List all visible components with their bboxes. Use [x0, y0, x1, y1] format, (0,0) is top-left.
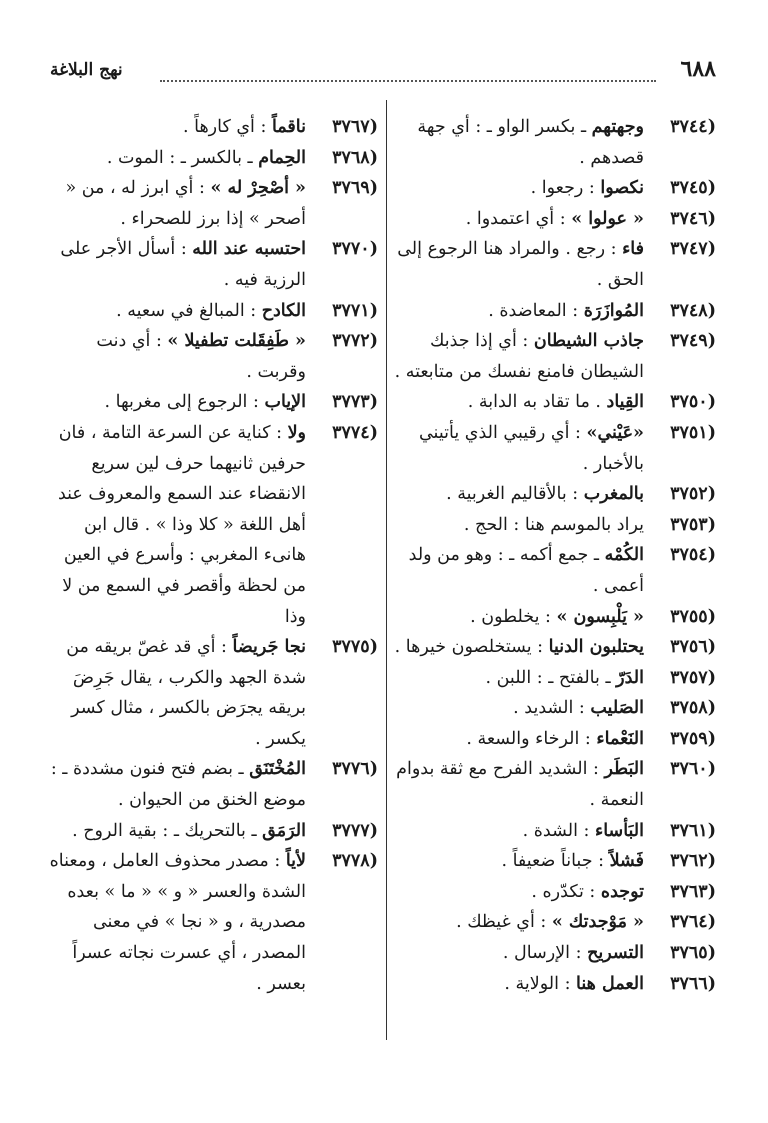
- entry-term: فاء: [622, 239, 644, 260]
- glossary-entry: [394, 754, 716, 815]
- entry-number: (٣٧٧٣: [332, 392, 378, 413]
- glossary-entry: [394, 387, 716, 418]
- entry-number: (٣٧٦٢: [670, 851, 716, 872]
- entry-gloss: : أي إذا جذبك الشيطان فامنع نفسك من متابعته .: [394, 331, 644, 382]
- entry-gloss: : الرجوع إلى مغربها .: [104, 392, 259, 413]
- entry-term: الحِمام: [258, 147, 306, 168]
- glossary-entry: [394, 907, 716, 938]
- glossary-entry: [394, 510, 716, 541]
- entry-number: (٣٧٦٥: [670, 943, 716, 964]
- entry-number: (٣٧٦٠: [670, 759, 716, 780]
- glossary-entry: [394, 479, 716, 510]
- glossary-entry: [394, 296, 716, 327]
- left-column: [48, 112, 378, 999]
- entry-term: ولا: [287, 422, 306, 443]
- entry-number: (٣٧٧٦: [332, 759, 378, 780]
- entry-number: (٣٧٥٩: [670, 728, 716, 749]
- entry-term: الصَليب: [590, 698, 644, 719]
- entry-number: (٣٧٥٤: [670, 545, 716, 566]
- entry-gloss: : مصدر محذوف العامل ، ومعناه الشدة والعسر « و » « ما » بعده مصدرية ، و « نجا » في معنى المصدر ، أي عسرت نجاته عسراً بعسر .: [49, 851, 306, 994]
- entry-term: ناقماً: [271, 117, 306, 137]
- entry-gloss: : أي دنت وقربت .: [96, 331, 306, 382]
- entry-number: (٣٧٥٧: [670, 667, 716, 688]
- glossary-entry: [48, 387, 378, 418]
- glossary-entry: [394, 724, 716, 755]
- entry-number: (٣٧٥١: [670, 422, 716, 443]
- column-divider: [386, 100, 387, 1040]
- entry-term: النَعْماء: [596, 728, 644, 749]
- entry-term: القِياد: [606, 392, 644, 413]
- entry-gloss: : أي اعتمدوا .: [465, 208, 566, 229]
- entry-number: (٣٧٦٨: [332, 147, 378, 168]
- entry-gloss: : الإرسال .: [502, 943, 582, 964]
- page-number: ٦٨٨: [680, 56, 716, 82]
- glossary-entry: [394, 173, 716, 204]
- glossary-entry: [48, 846, 378, 999]
- entry-number: (٣٧٥٣: [670, 514, 716, 535]
- glossary-entry: [48, 296, 378, 327]
- glossary-entry: [394, 846, 716, 877]
- right-column: [394, 112, 716, 999]
- entry-gloss: : رجع . والمراد هنا الرجوع إلى الحق .: [397, 239, 644, 290]
- entry-number: (٣٧٧٨: [332, 851, 378, 872]
- entry-gloss: ـ بالتحريك ـ : بقية الروح .: [72, 820, 257, 841]
- entry-term: نجا جَريضاً: [232, 637, 306, 658]
- glossary-entry: [394, 602, 716, 633]
- entry-number: (٣٧٧٥: [332, 637, 378, 658]
- entry-number: (٣٧٦٦: [670, 973, 716, 994]
- entry-number: (٣٧٥٠: [670, 392, 716, 413]
- entry-number: (٣٧٥٥: [670, 606, 716, 627]
- entry-term: « طَفِقَلت تطفيلا »: [167, 331, 306, 352]
- entry-term: فَشلاً: [609, 851, 644, 872]
- entry-number: (٣٧٧٢: [332, 331, 378, 352]
- entry-gloss: : الشديد الفرح مع ثقة بدوام النعمة .: [396, 759, 644, 811]
- glossary-entry: [394, 540, 716, 601]
- glossary-entry: [394, 418, 716, 479]
- entry-gloss: : أي كارهاً .: [183, 117, 267, 137]
- entry-gloss: : رجعوا .: [530, 178, 595, 199]
- glossary-entry: [394, 938, 716, 969]
- entry-number: (٣٧٥٦: [670, 637, 716, 658]
- page-header: [50, 56, 716, 86]
- entry-gloss: : أي رقيبي الذي يأتيني بالأخبار .: [418, 422, 644, 474]
- entry-term: المُخْتَنَق: [249, 759, 306, 780]
- entry-term: نكصوا: [600, 178, 644, 199]
- glossary-entry: [48, 234, 378, 295]
- entry-number: (٣٧٧١: [332, 300, 378, 321]
- entry-gloss: : بالأقاليم الغربية .: [446, 484, 579, 505]
- entry-term: « يَلْبِسون »: [556, 606, 644, 627]
- glossary-entry: [394, 663, 716, 694]
- entry-gloss: : يستخلصون خيرها .: [394, 637, 544, 658]
- entry-term: احتسبه عند الله: [192, 239, 306, 260]
- entry-number: (٣٧٤٧: [670, 239, 716, 260]
- entry-term: « عولوا »: [571, 208, 644, 229]
- glossary-entry: [394, 234, 716, 295]
- glossary-entry: [48, 112, 378, 143]
- entry-term: العمل هنا: [576, 973, 644, 994]
- entry-gloss: : الولاية .: [504, 973, 571, 994]
- entry-gloss: ـ بالفتح ـ : اللبن .: [485, 667, 611, 688]
- entry-number: (٣٧٤٦: [670, 208, 716, 229]
- entry-number: (٣٧٧٠: [332, 239, 378, 260]
- glossary-entry: [48, 143, 378, 174]
- entry-term: بالمغرب: [583, 484, 644, 505]
- entry-term: يحتلبون الدنيا: [548, 637, 644, 658]
- entry-gloss: : الشدة .: [522, 820, 590, 841]
- entry-number: (٣٧٤٤: [670, 117, 716, 137]
- entry-gloss: ـ جمع أكمه ـ : وهو من ولد أعمى .: [408, 545, 644, 596]
- running-title: نهج البلاغة: [50, 60, 123, 80]
- glossary-entry: [394, 112, 716, 173]
- entry-number: (٣٧٦٣: [670, 881, 716, 902]
- header-dotted-rule: [160, 80, 656, 82]
- entry-number: (٣٧٥٨: [670, 698, 716, 719]
- entry-term: الإياب: [264, 392, 306, 413]
- entry-gloss: : أي ابرز له ، من « أصحر » إذا برز للصحراء .: [65, 178, 306, 229]
- entry-gloss: : الشديد .: [513, 698, 585, 719]
- glossary-entry: [394, 816, 716, 847]
- entry-gloss: ـ بالكسر ـ : الموت .: [106, 147, 253, 168]
- entry-term: « أصْحِرْ له »: [210, 178, 306, 199]
- entry-number: (٣٧٤٨: [670, 300, 716, 321]
- entry-number: (٣٧٤٩: [670, 331, 716, 352]
- entry-gloss: : أي غيظك .: [456, 912, 547, 933]
- entry-gloss: : أسأل الأجر على الرزية فيه .: [60, 239, 306, 290]
- entry-gloss: : جباناً ضعيفاً .: [501, 851, 604, 872]
- glossary-entry: [394, 969, 716, 1000]
- entry-gloss: : أي قد غصّ بريقه من شدة الجهد والكرب ، يقال جَرِضَ بريقه يجرَض بالكسر ، مثال كسر يكسر .: [66, 637, 306, 749]
- entry-term: الدَرّ: [616, 667, 644, 688]
- entry-term: الكادح: [261, 300, 306, 321]
- entry-gloss: : كناية عن السرعة التامة ، فان حرفين ثانيهما حرف لين سريع الانقضاء عند السمع والمعروف عند أهل اللغة « كلا وذا » . قال ابن هانىء المغربي : وأسرع في العين من لحظة وأقصر في السمع من لا وذا: [57, 422, 306, 627]
- entry-term: التسريح: [587, 943, 644, 964]
- entry-gloss: ـ بكسر الواو ـ : أي جهة قصدهم .: [417, 117, 644, 168]
- glossary-entry: [48, 326, 378, 387]
- glossary-entry: [48, 173, 378, 234]
- entry-gloss: : تكدّره .: [531, 881, 596, 902]
- entry-term: وجهتهم: [591, 117, 644, 137]
- glossary-entry: [394, 204, 716, 235]
- entry-number: (٣٧٦١: [670, 820, 716, 841]
- glossary-entry: [394, 632, 716, 663]
- entry-term: «عَيْني»: [586, 422, 644, 443]
- entry-term: جاذب الشيطان: [533, 331, 644, 352]
- glossary-entry: [48, 418, 378, 632]
- entry-number: (٣٧٤٥: [670, 178, 716, 199]
- entry-term: « مَوْجدتك »: [551, 912, 644, 933]
- entry-term: البَأساء: [594, 820, 644, 841]
- entry-number: (٣٧٧٤: [332, 422, 378, 443]
- glossary-entry: [48, 754, 378, 815]
- entry-term: الرَمَق: [262, 820, 306, 841]
- entry-term: لأياً: [285, 851, 306, 872]
- entry-gloss: : المعاضدة .: [488, 300, 579, 321]
- entry-term: المُوازَرَة: [583, 300, 644, 321]
- entry-term: توجده: [600, 881, 644, 902]
- entry-gloss: : يخلطون .: [470, 606, 551, 627]
- glossary-entry: [48, 632, 378, 754]
- entry-gloss: . ما تقاد به الدابة .: [467, 392, 601, 413]
- entry-number: (٣٧٦٤: [670, 912, 716, 933]
- entry-number: (٣٧٥٢: [670, 484, 716, 505]
- entry-gloss: ـ بضم فتح فنون مشددة ـ : موضع الخنق من الحيوان .: [50, 759, 306, 811]
- entry-number: (٣٧٧٧: [332, 820, 378, 841]
- entry-gloss: يراد بالموسم هنا : الحج .: [463, 514, 644, 535]
- entry-term: البَطَر: [604, 759, 644, 780]
- entry-gloss: : الرخاء والسعة .: [466, 728, 591, 749]
- entry-number: (٣٧٦٧: [332, 117, 378, 137]
- entry-gloss: : المبالغ في سعيه .: [116, 300, 257, 321]
- glossary-entry: [394, 326, 716, 387]
- glossary-entry: [48, 816, 378, 847]
- glossary-entry: [394, 877, 716, 908]
- entry-term: الكُمْه: [604, 545, 644, 566]
- glossary-entry: [394, 693, 716, 724]
- entry-number: (٣٧٦٩: [332, 178, 378, 199]
